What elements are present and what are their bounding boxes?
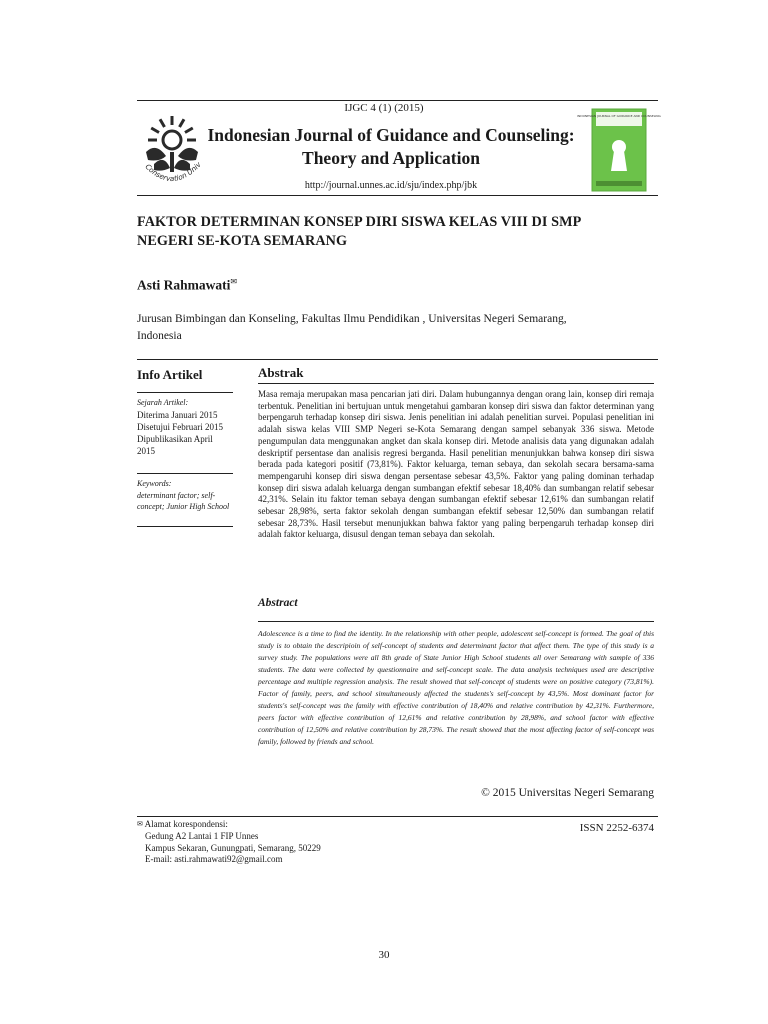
author-name-text: Asti Rahmawati [137,277,231,293]
header-bottom-rule [137,195,658,196]
history-accepted: Disetujui Februari 2015 [137,422,223,432]
correspondence-envelope-icon: ✉ [137,820,143,828]
info-heading-rule [137,392,233,393]
header-top-rule [137,100,658,101]
footer-rule [137,816,658,817]
journal-title [196,124,586,170]
journal-title-line2: Theory and Application [302,148,480,168]
journal-cover-thumbnail [577,109,661,191]
correspondence-line2: Kampus Sekaran, Gunungpati, Semarang, 50229 [145,842,321,853]
keywords-label: Keywords: [137,479,172,488]
keywords-line2: concept; Junior High School [137,502,230,511]
journal-reference: IJGC 4 (1) (2015) [344,102,424,114]
article-history [137,397,237,457]
paper-title [137,213,627,251]
keywords-rule [137,526,233,527]
history-received: Diterima Januari 2015 [137,410,218,420]
abstract-body: Adolescence is a time to find the identity. In the relationship with other people, adolescent self-concept is formed. The goal of this study is to obtain the descripioin of self-concept of students and determinant factor that affect them. The type of this study is a survey study. The populations were all 8th grade of State Junior High School students all over Semarang with sample of 336 students. The data were collected by questionnaire and self-concept scale. The data analysis techniques used are descriptive percentage and multiple regression analysis. The result showed that self-concept of students were on positive category (73,81%). Factor of family, peers, and school simultaneously affected the students's self-concept by 43,5%. Most dominant factor for students's self-concept was the family with effective contribution of 18,40% and relative contribution by 42,31%. Furthermore, peers factor with effective contribution of 12,61% and relative contribution by 28,98%, and school factor with effective contribution of 12,50% and relative contribution by 28,73%. The result showed that the most affecting factor of self-concept was family, followed by friends and school. [258,629,654,746]
paper-title-line2: NEGERI SE-KOTA SEMARANG [137,233,348,249]
journal-url[interactable]: http://journal.unnes.ac.id/sju/index.php/jbk [304,180,478,191]
history-rule [137,473,233,474]
affiliation [137,311,617,345]
history-published: Dipublikasikan April [137,434,213,444]
envelope-icon: ✉ [230,277,238,286]
correspondence-email[interactable]: E-mail: asti.rahmawati92@gmail.com [145,854,283,865]
paper-title-line1: FAKTOR DETERMINAN KONSEP DIRI SISWA KELAS VIII DI SMP [137,214,582,230]
journal-title-line1: Indonesian Journal of Guidance and Counseling: [207,125,575,145]
correspondence [137,819,397,866]
affiliation-line1: Jurusan Bimbingan dan Konseling, Fakultas Ilmu Pendidikan , Universitas Negeri Semarang, [137,313,567,325]
correspondence-line1: Gedung A2 Lantai 1 FIP Unnes [145,830,259,841]
abstrak-heading: Abstrak [258,365,304,380]
affiliation-line2: Indonesia [137,330,182,342]
correspondence-label: Alamat korespondensi: [144,819,228,829]
keyhole-icon [611,140,627,171]
info-artikel-heading: Info Artikel [137,367,203,382]
issn: ISSN 2252-6374 [579,822,654,834]
history-label: Sejarah Artikel: [137,398,189,407]
keywords-line1: determinant factor; self- [137,490,216,500]
abstrak-heading-rule [258,383,654,384]
abstract-heading: Abstract [258,597,298,609]
keywords [137,478,243,513]
section-rule [137,359,658,360]
author-name [137,277,237,294]
logo-rays-icon [146,116,198,172]
cover-title-text: INDONESIAN JOURNAL OF GUIDANCE AND COUNSELING [577,114,661,118]
abstrak-body: Masa remaja merupakan masa pencarian jati diri. Dalam hubungannya dengan orang lain, konsep diri remaja terbentuk. Penelitian ini bertujuan untuk mengetahui gambaran konsep diri siswa dan faktor determinan yang berpengaruh terhadap konsep diri siswa. Jenis penelitian ini adalah penelitian survei. Populasi penelitian ini adalah siswa kelas VIII SMP Negeri se-Kota Semarang dengan sampel sebanyak 336 siswa. Metode pengumpulan data menggunakan angket dan skala konsep diri. Metode analisis data yang digunakan adalah deskriptif persentase dan analisis regresi berganda. Hasil penelitian menunjukkan bahwa konsep diri siswa berada pada kategori positif (73,81%). Faktor keluarga, teman sebaya, dan sekolah secara bersama-sama mempengaruhi konsep diri siswa dengan persentase sebesar 43,5%. Faktor yang paling dominan terhadap konsep diri siswa adalah keluarga dengan sumbangan efektif sebesar 18,40% dan sumbangan relatif sebesar 42,31%. Selain itu faktor teman sebaya dengan sumbangan efektif sebesar 12,61% dan sumbangan relatif sebesar 28,98%, serta faktor sekolah dengan sumbangan efektif sebesar 12,50% dan sumbangan relatif sebesar 28,73%. Hasil tersebut menunjukkan bahwa faktor yang paling berpengaruh terhadap konsep diri adalah faktor keluarga, disusul dengan teman sebaya dan sekolah. [258,389,654,540]
abstract-heading-rule [258,621,654,622]
copyright: © 2015 Universitas Negeri Semarang [481,787,654,799]
page-number: 30 [378,949,390,961]
history-published-year: 2015 [137,446,155,456]
logo-text: Conservation Univ [143,160,203,184]
